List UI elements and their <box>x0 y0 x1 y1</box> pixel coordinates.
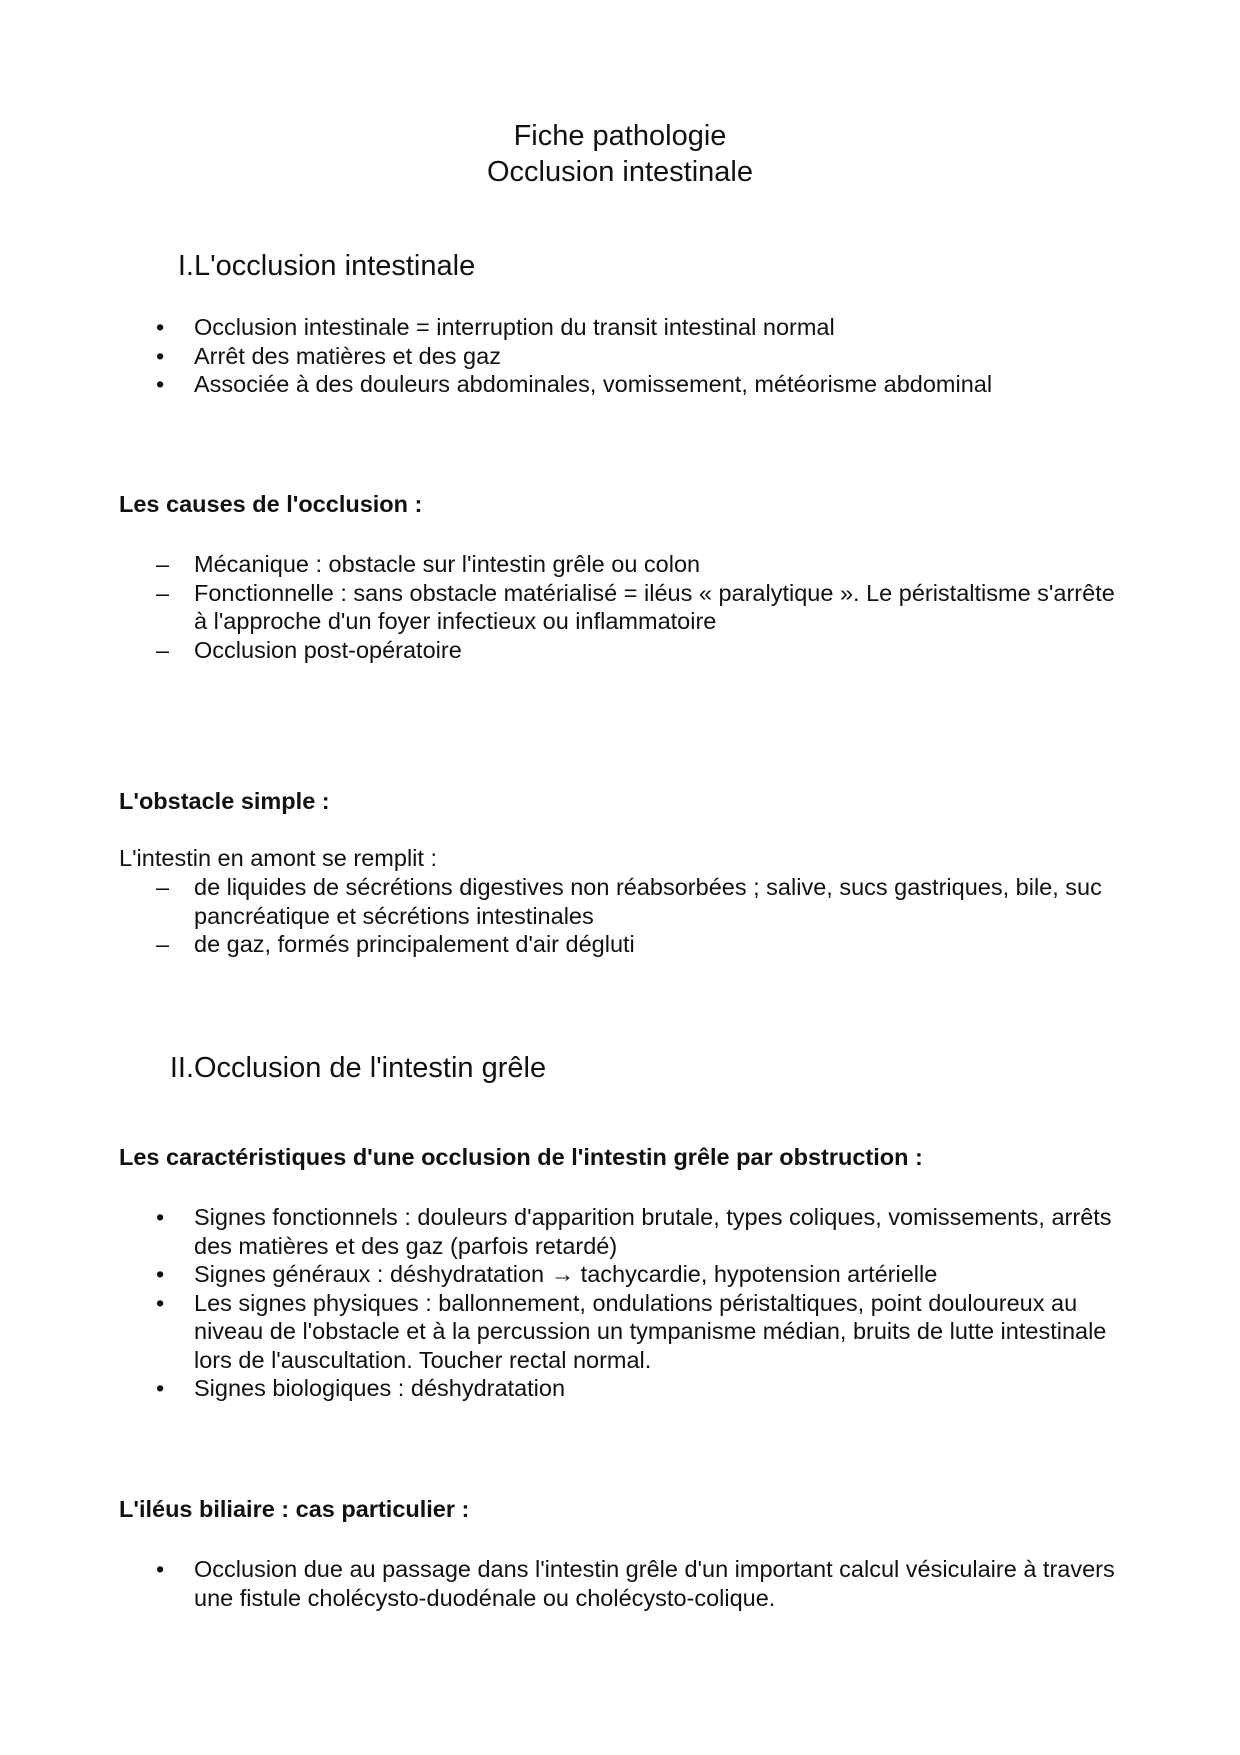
list-item: • Associée à des douleurs abdominales, vomissement, météorisme abdominal <box>156 371 993 397</box>
ileus-heading: L'iléus biliaire : cas particulier : <box>119 1496 470 1522</box>
section-1-title: L'occlusion intestinale <box>194 250 476 282</box>
bullet-marker: • <box>156 1375 165 1401</box>
document-title: Fiche pathologie <box>513 120 727 152</box>
causes-list <box>0 550 1240 664</box>
obstacle-list <box>0 873 1240 959</box>
bullet-marker: • <box>156 1556 165 1582</box>
obstacle-intro: L'intestin en amont se remplit : <box>119 845 437 871</box>
obstacle-heading: L'obstacle simple : <box>119 788 330 814</box>
bullet-marker: • <box>156 1204 165 1230</box>
list-item: • Signes biologiques : déshydratation <box>156 1375 566 1401</box>
ileus-list <box>0 1555 1240 1612</box>
dash-marker: – <box>156 551 170 577</box>
document-subtitle: Occlusion intestinale <box>487 156 753 188</box>
list-item: – Fonctionnelle : sans obstacle matérialisé = iléus « paralytique ». Le péristaltisme s'arrête à l'approche d'un foyer infectieux ou inflammatoire <box>156 579 1115 634</box>
bullet-marker: • <box>156 1289 165 1316</box>
dash-marker: – <box>156 874 170 900</box>
list-item: • Occlusion intestinale = interruption du transit intestinal normal <box>156 314 835 340</box>
dash-marker: – <box>156 931 170 957</box>
section-2-number: II. <box>169 1052 194 1084</box>
list-item: – Mécanique : obstacle sur l'intestin grêle ou colon <box>156 551 701 577</box>
list-item: • Les signes physiques : ballonnement, ondulations péristaltiques, point douloureux au niveau de l'obstacle et à la percussion un tympanisme médian, bruits de lutte intestinale lors de l'auscultation. Toucher rectal normal. <box>156 1289 1107 1373</box>
list-item: • Signes généraux : déshydratation → tachycardie, hypotension artérielle <box>156 1261 938 1287</box>
list-item: • Arrêt des matières et des gaz <box>156 342 501 369</box>
section-2-title: Occlusion de l'intestin grêle <box>194 1052 547 1084</box>
section-1-heading <box>156 248 476 284</box>
list-item: • Occlusion due au passage dans l'intestin grêle d'un important calcul vésiculaire à travers une fistule cholécysto-duodénale ou cholécysto-colique. <box>156 1556 1115 1611</box>
dash-marker: – <box>156 636 170 663</box>
bullet-marker: • <box>156 314 165 340</box>
characteristics-heading: Les caractéristiques d'une occlusion de l'intestin grêle par obstruction : <box>119 1144 923 1170</box>
characteristics-list <box>0 1203 1240 1403</box>
list-item: – de liquides de sécrétions digestives non réabsorbées ; salive, sucs gastriques, bile, suc pancréatique et sécrétions intestinales <box>156 874 1102 929</box>
dash-marker: – <box>156 579 170 606</box>
bullet-marker: • <box>156 342 165 369</box>
bullet-marker: • <box>156 371 165 397</box>
causes-heading: Les causes de l'occlusion : <box>119 491 423 517</box>
list-item: • Signes fonctionnels : douleurs d'apparition brutale, types coliques, vomissements, arrêts des matières et des gaz (parfois retardé) <box>156 1204 1112 1259</box>
section-1-number: I. <box>177 250 194 282</box>
section-2-heading <box>156 1050 547 1086</box>
list-item: – de gaz, formés principalement d'air dégluti <box>156 931 635 957</box>
list-item: – Occlusion post-opératoire <box>156 636 462 663</box>
section-1-list <box>0 313 1240 399</box>
bullet-marker: • <box>156 1261 165 1287</box>
